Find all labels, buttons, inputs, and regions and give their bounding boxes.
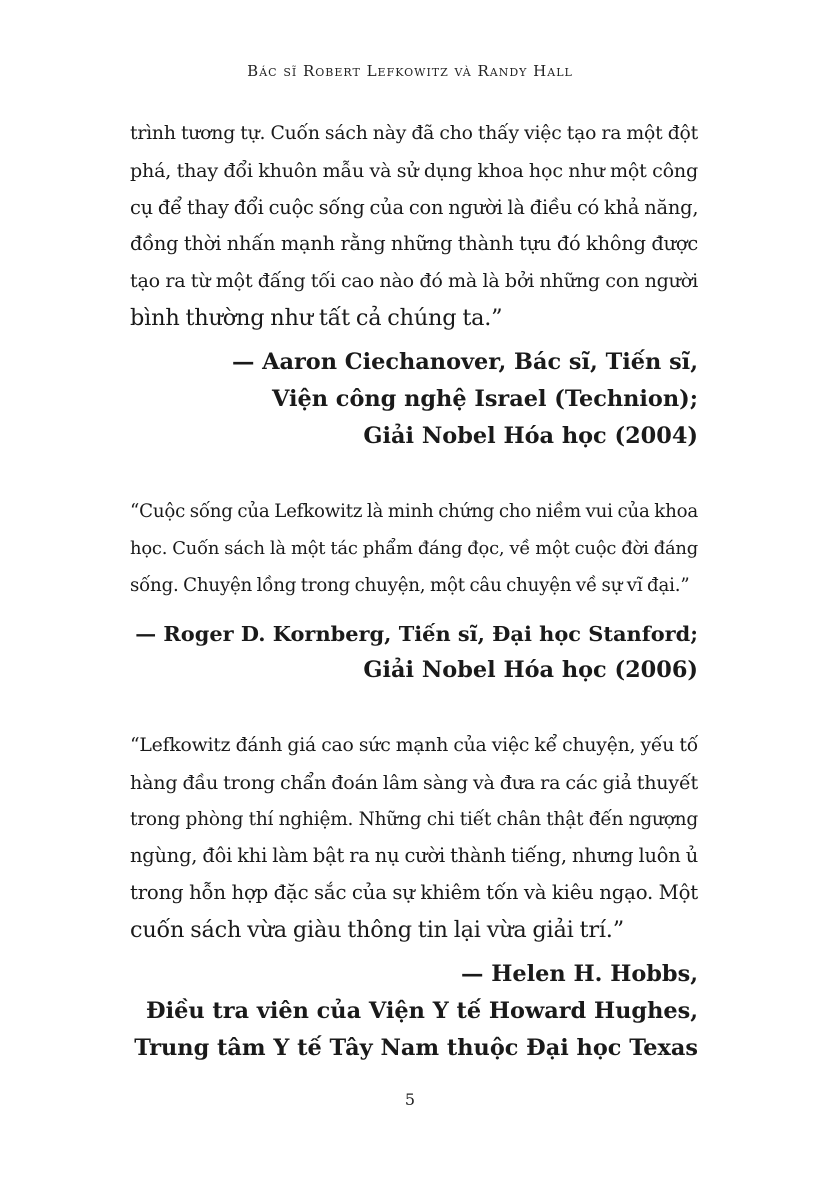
quote-1-line: đồng thời nhấn mạnh rằng những thành tựu đó không được bbox=[130, 232, 698, 256]
attribution-line: Giải Nobel Hóa học (2006) bbox=[363, 657, 698, 683]
attribution-line: — Helen H. Hobbs, bbox=[461, 961, 698, 987]
attribution-line: — Aaron Ciechanover, Bác sĩ, Tiến sĩ, bbox=[231, 349, 698, 375]
quote-3-attribution bbox=[130, 956, 698, 1067]
attribution-line: Viện công nghệ Israel (Technion); bbox=[272, 386, 698, 412]
running-header: Bác sĩ Robert Lefkowitz và Randy Hall bbox=[247, 62, 573, 80]
quote-1 bbox=[130, 116, 698, 337]
quote-1-attribution bbox=[130, 344, 698, 455]
quote-2-attribution bbox=[130, 615, 698, 689]
quote-1-line: cụ để thay đổi cuộc sống của con người là điều có khả năng, bbox=[130, 195, 699, 219]
quote-3-line: ngùng, đôi khi làm bật ra nụ cười thành tiếng, nhưng luôn ủ bbox=[130, 844, 698, 868]
page-number: 5 bbox=[404, 1090, 416, 1109]
quote-2-line: học. Cuốn sách là một tác phẩm đáng đọc, về một cuộc đời đáng bbox=[130, 537, 698, 559]
quote-3-line: “Lefkowitz đánh giá cao sức mạnh của việc kể chuyện, yếu tố bbox=[130, 735, 698, 756]
quote-3-line: cuốn sách vừa giàu thông tin lại vừa giải trí.” bbox=[130, 916, 624, 943]
quote-3-line: trong phòng thí nghiệm. Những chi tiết chân thật đến ngượng bbox=[130, 808, 698, 830]
quote-3-line: hàng đầu trong chẩn đoán lâm sàng và đưa ra các giả thuyết bbox=[130, 770, 698, 794]
quote-1-line: phá, thay đổi khuôn mẫu và sử dụng khoa học như một công bbox=[130, 158, 698, 182]
quote-1-line: tạo ra từ một đấng tối cao nào đó mà là bởi những con người bbox=[130, 269, 698, 293]
attribution-line: Điều tra viên của Viện Y tế Howard Hughes, bbox=[146, 998, 698, 1024]
quote-3-line: trong hỗn hợp đặc sắc của sự khiêm tốn và kiêu ngạo. Một bbox=[130, 881, 698, 905]
attribution-line: Giải Nobel Hóa học (2004) bbox=[363, 423, 698, 449]
quote-2-line: “Cuộc sống của Lefkowitz là minh chứng cho niềm vui của khoa bbox=[130, 501, 698, 522]
quote-2 bbox=[130, 494, 698, 604]
attribution-line: — Roger D. Kornberg, Tiến sĩ, Đại học Stanford; bbox=[135, 621, 698, 646]
attribution-line: Trung tâm Y tế Tây Nam thuộc Đại học Texas bbox=[134, 1035, 698, 1061]
quote-3 bbox=[130, 728, 698, 949]
quote-2-line: sống. Chuyện lồng trong chuyện, một câu chuyện về sự vĩ đại.” bbox=[130, 574, 690, 596]
quote-1-line: bình thường như tất cả chúng ta.” bbox=[130, 304, 503, 331]
quote-1-line: trình tương tự. Cuốn sách này đã cho thấy việc tạo ra một đột bbox=[130, 123, 698, 144]
